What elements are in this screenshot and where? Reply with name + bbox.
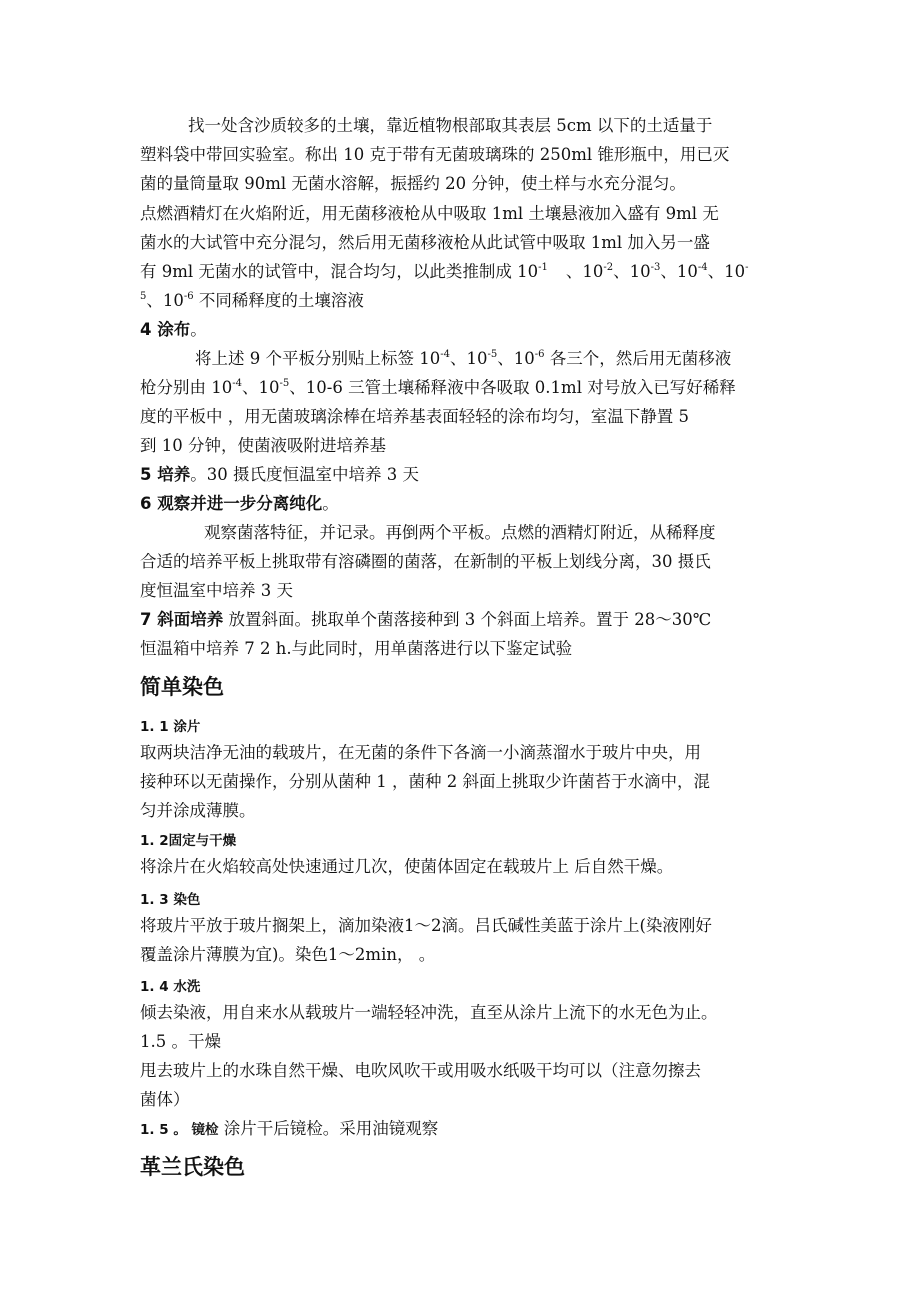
text-run: 放置斜面。挑取单个菌落接种到 3 个斜面上培养。置于 28～30℃ <box>223 610 712 629</box>
s5-title: 1.5 。干燥 <box>140 1032 221 1051</box>
text-run: 、10 <box>565 262 604 281</box>
text-run: 、10 <box>660 262 698 281</box>
text-run: 涂片干后镜检。采用油镜观察 <box>218 1119 439 1138</box>
superscript: -4 <box>232 378 242 389</box>
superscript: -5 <box>487 349 498 360</box>
step5-title: 5 培养 <box>140 465 191 484</box>
s4-line-1: 倾去染液，用自来水从载玻片一端轻轻冲洗，直至从涂片上流下的水无色为止。 <box>140 1003 718 1022</box>
text-run: 不同稀释度的土壤溶液 <box>193 291 364 310</box>
gram-stain-heading: 革兰氏染色 <box>140 1155 245 1179</box>
step4-line-3: 度的平板中 ，用无菌玻璃涂棒在培养基表面轻轻的涂布均匀，室温下静置 5 <box>140 407 689 426</box>
step4-title: 4 涂布 <box>140 320 191 339</box>
s1-line-2: 接种环以无菌操作，分别从菌种 1 ，菌种 2 斜面上挑取少许菌苔于水滴中，混 <box>140 772 710 791</box>
text-run: 、10 <box>146 291 184 310</box>
step4-line-1 <box>195 348 731 370</box>
superscript: -4 <box>440 349 450 360</box>
text-run: 各三个，然后用无菌移液 <box>544 349 732 368</box>
step7-title: 7 斜面培养 <box>140 610 224 629</box>
step4-line-4: 到 10 分钟，使菌液吸附进培养基 <box>140 436 386 455</box>
text-run: 、10 <box>449 349 488 368</box>
step7-line-2: 恒温箱中培养 7 2 h.与此同时，用单菌落进行以下鉴定试验 <box>140 639 573 658</box>
superscript: -2 <box>603 262 614 273</box>
s3-line-2: 覆盖涂片薄膜为宜)。染色1～2min， 。 <box>140 945 436 964</box>
step6-line-3: 度恒温室中培养 3 天 <box>140 581 293 600</box>
intro-line-3: 菌的量筒量取 90ml 无菌水溶解，振摇约 20 分钟，使土样与水充分混匀。 <box>140 174 686 193</box>
s2-line-1: 将涂片在火焰较高处快速通过几次，使菌体固定在载玻片上 后自然干燥。 <box>140 857 674 876</box>
step6-heading <box>140 493 339 515</box>
s4-title: 1. 4 水洗 <box>140 979 201 995</box>
text-run: 、10 <box>613 262 651 281</box>
superscript: 5 <box>140 291 147 302</box>
intro-line-4: 点燃酒精灯在火焰附近，用无菌移液枪从中吸取 1ml 土壤悬液加入盛有 9ml 无 <box>140 204 719 223</box>
simple-stain-heading: 简单染色 <box>140 675 224 699</box>
s1-line-3: 匀并涂成薄膜。 <box>140 801 256 820</box>
superscript: -6 <box>183 291 194 302</box>
text-run: 将上述 9 个平板分别贴上标签 10 <box>195 349 441 368</box>
s1-title: 1. 1 涂片 <box>140 719 201 735</box>
intro-line-7 <box>140 290 364 312</box>
superscript: -6 <box>534 349 545 360</box>
step7-line-1 <box>140 609 711 631</box>
text-run: 枪分别由 10 <box>140 378 233 397</box>
text-run: 。 <box>190 320 207 339</box>
step4-heading <box>140 319 207 341</box>
intro-line-6 <box>140 261 749 283</box>
superscript: -3 <box>650 262 661 273</box>
superscript: -4 <box>697 262 708 273</box>
step5-line <box>140 464 419 486</box>
text-run: 、10 <box>242 378 280 397</box>
s6-line <box>140 1118 438 1141</box>
superscript: - <box>745 262 749 273</box>
step6-line-1: 观察菌落特征，并记录。再倒两个平板。点燃的酒精灯附近，从稀释度 <box>204 523 716 542</box>
text-run: 、10-6 三管土壤稀释液中各吸取 0.1ml 对号放入已写好稀释 <box>289 378 736 397</box>
s6-title: 1. 5 。 镜检 <box>140 1122 219 1138</box>
s1-line-1: 取两块洁净无油的载玻片，在无菌的条件下各滴一小滴蒸溜水于玻片中央，用 <box>140 743 701 762</box>
text-run: 有 9ml 无菌水的试管中，混合均匀，以此类推制成 10 <box>140 262 539 281</box>
step6-line-2: 合适的培养平板上挑取带有溶磷圈的菌落，在新制的平板上划线分离，30 摄氏 <box>140 552 711 571</box>
step4-line-2 <box>140 377 736 399</box>
superscript: -1 <box>538 262 548 273</box>
s3-title: 1. 3 染色 <box>140 892 201 908</box>
s2-title: 1. 2固定与干燥 <box>140 833 237 849</box>
intro-line-2: 塑料袋中带回实验室。称出 10 克于带有无菌玻璃珠的 250ml 锥形瓶中，用已灭 <box>140 145 730 164</box>
text-run: 。30 摄氏度恒温室中培养 3 天 <box>190 465 419 484</box>
step6-title: 6 观察并进一步分离纯化 <box>140 494 323 513</box>
s3-line-1: 将玻片平放于玻片搁架上，滴加染液1～2滴。吕氏碱性美蓝于涂片上(染液刚好 <box>140 916 712 935</box>
s5-line-2: 菌体） <box>140 1090 190 1109</box>
superscript: -5 <box>279 378 290 389</box>
intro-line-1: 找一处含沙质较多的土壤，靠近植物根部取其表层 5cm 以下的土适量于 <box>188 116 713 135</box>
text-run: 、10 <box>707 262 746 281</box>
text-run: 。 <box>322 494 339 513</box>
s5-line-1: 甩去玻片上的水珠自然干燥、电吹风吹干或用吸水纸吸干均可以（注意勿擦去 <box>140 1061 701 1080</box>
text-run: 、10 <box>497 349 535 368</box>
intro-line-5: 菌水的大试管中充分混匀，然后用无菌移液枪从此试管中吸取 1ml 加入另一盛 <box>140 233 710 252</box>
